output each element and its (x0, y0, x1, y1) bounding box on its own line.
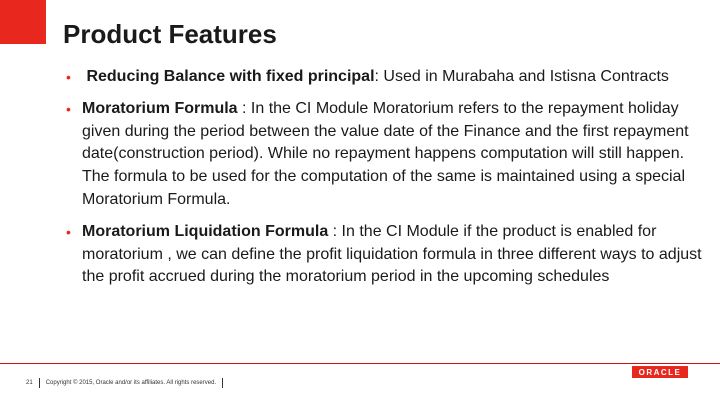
list-item (66, 66, 714, 89)
footer-divider (0, 363, 720, 364)
footer (26, 378, 223, 388)
bullet-icon: • (66, 69, 71, 85)
page-number: 21 (26, 380, 33, 386)
item-heading: Moratorium Formula (82, 99, 238, 117)
bullet-icon: • (66, 223, 71, 240)
item-heading: Moratorium Liquidation Formula (82, 222, 329, 240)
footer-separator (222, 378, 223, 388)
bullet-list (66, 66, 714, 298)
oracle-logo (632, 366, 688, 378)
item-heading: Reducing Balance with fixed principal (86, 68, 375, 85)
item-text: : In the CI Module if the product is enabled for moratorium , we can define the profit liquidation formula in three different ways to adjust the profit accrued during the moratorium period in the upcoming schedules (82, 222, 702, 286)
item-text: : In the CI Module Moratorium refers to the repayment holiday given during the period between the value date of the Finance and the first repayment date(construction period). While no repayment happens computation will still happen. The formula to be used for the computation of the same is maintained using a special Moratorium Formula. (82, 99, 689, 208)
bullet-icon: • (66, 100, 71, 117)
logo-text: ORACLE (638, 367, 682, 377)
item-text: : Used in Murabaha and Istisna Contracts (374, 68, 669, 85)
copyright-text: Copyright © 2015, Oracle and/or its affiliates. All rights reserved. (45, 380, 217, 386)
list-item (66, 98, 714, 212)
footer-separator (39, 378, 40, 388)
list-item (66, 221, 714, 289)
slide-title: Product Features (63, 19, 277, 49)
brand-accent-block (0, 0, 46, 44)
